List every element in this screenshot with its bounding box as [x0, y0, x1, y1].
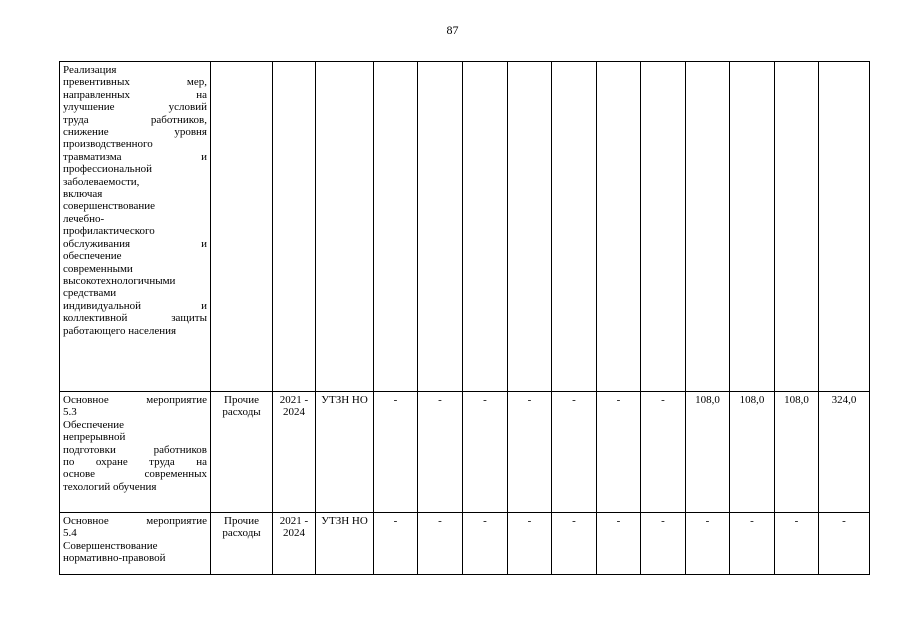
name-line: профессиональной — [63, 163, 152, 176]
value-cell: - — [418, 392, 463, 513]
period-cell: 2021 - 2024 — [273, 513, 316, 575]
value-cell: - — [463, 513, 508, 575]
name-line: Основное мероприятие — [63, 515, 207, 527]
value-cell: - — [597, 392, 641, 513]
name-line: обеспечение — [63, 250, 122, 263]
page-number: 87 — [446, 23, 459, 37]
name-line: 5.4 — [63, 527, 77, 540]
value-cell: - — [508, 513, 552, 575]
value-cell — [597, 62, 641, 392]
name-line: по охране труда на — [63, 456, 207, 469]
value-cell — [775, 62, 819, 392]
name-line: улучшение условий — [63, 101, 207, 114]
value-cell: - — [463, 392, 508, 513]
name-line: включая — [63, 188, 103, 201]
table-row — [60, 392, 870, 513]
value-cell: - — [552, 392, 597, 513]
program-table — [59, 61, 870, 575]
value-cell: - — [418, 513, 463, 575]
name-line: профилактического — [63, 225, 155, 238]
name-line: техологий обучения — [63, 480, 157, 493]
period-cell — [273, 62, 316, 392]
name-line: превентивных мер, — [63, 76, 207, 89]
name-line: обслуживания и — [63, 237, 207, 250]
value-cell — [730, 62, 775, 392]
funding-source-cell: Прочие расходы — [211, 513, 273, 575]
period-cell: 2021 - 2024 — [273, 392, 316, 513]
value-cell — [374, 62, 418, 392]
value-cell: 108,0 — [775, 392, 819, 513]
value-cell: - — [775, 513, 819, 575]
name-line: индивидуальной и — [63, 299, 207, 312]
value-cell: - — [730, 513, 775, 575]
value-cell: - — [597, 513, 641, 575]
value-cell — [819, 62, 870, 392]
name-line: средствами — [63, 287, 117, 300]
value-cell: 324,0 — [819, 392, 870, 513]
name-line: коллективной защиты — [63, 312, 207, 325]
name-line: производственного — [63, 138, 153, 151]
name-line: совершенствование — [63, 200, 156, 213]
value-cell: - — [641, 513, 686, 575]
name-line: травматизма и — [63, 150, 207, 163]
value-cell — [641, 62, 686, 392]
name-line: труда работников, — [63, 113, 207, 126]
name-line: Реализация — [63, 64, 117, 76]
value-cell: 108,0 — [686, 392, 730, 513]
value-cell: - — [552, 513, 597, 575]
name-line: основе современных — [63, 468, 207, 481]
name-line: высокотехнологичными — [63, 274, 176, 287]
value-cell: - — [374, 392, 418, 513]
value-cell — [463, 62, 508, 392]
executor-cell — [316, 62, 374, 392]
name-line: 5.3 — [63, 406, 77, 419]
measure-name-cell — [60, 513, 211, 575]
measure-name-cell — [60, 62, 211, 392]
value-cell — [686, 62, 730, 392]
name-line: работающего населения — [63, 324, 177, 337]
funding-source-cell: Прочие расходы — [211, 392, 273, 513]
table-row — [60, 513, 870, 575]
value-cell: - — [819, 513, 870, 575]
value-cell: - — [374, 513, 418, 575]
name-line: направленных на — [63, 88, 207, 101]
value-cell: - — [686, 513, 730, 575]
measure-name-cell — [60, 392, 211, 513]
name-line: заболеваемости, — [63, 175, 140, 188]
value-cell: - — [508, 392, 552, 513]
executor-cell: УТЗН НО — [316, 392, 374, 513]
name-line: лечебно- — [63, 212, 105, 225]
name-line: снижение уровня — [63, 126, 207, 139]
funding-source-cell — [211, 62, 273, 392]
name-line: нормативно-правовой — [63, 552, 166, 565]
name-line: непрерывной — [63, 431, 126, 444]
value-cell: 108,0 — [730, 392, 775, 513]
value-cell: - — [641, 392, 686, 513]
name-line: современными — [63, 262, 133, 275]
name-line: Основное мероприятие — [63, 394, 207, 406]
value-cell — [508, 62, 552, 392]
name-line: Совершенствование — [63, 539, 158, 552]
value-cell — [552, 62, 597, 392]
value-cell — [418, 62, 463, 392]
table-row — [60, 62, 870, 392]
name-line: Обеспечение — [63, 418, 124, 431]
name-line: подготовки работников — [63, 443, 207, 456]
executor-cell: УТЗН НО — [316, 513, 374, 575]
